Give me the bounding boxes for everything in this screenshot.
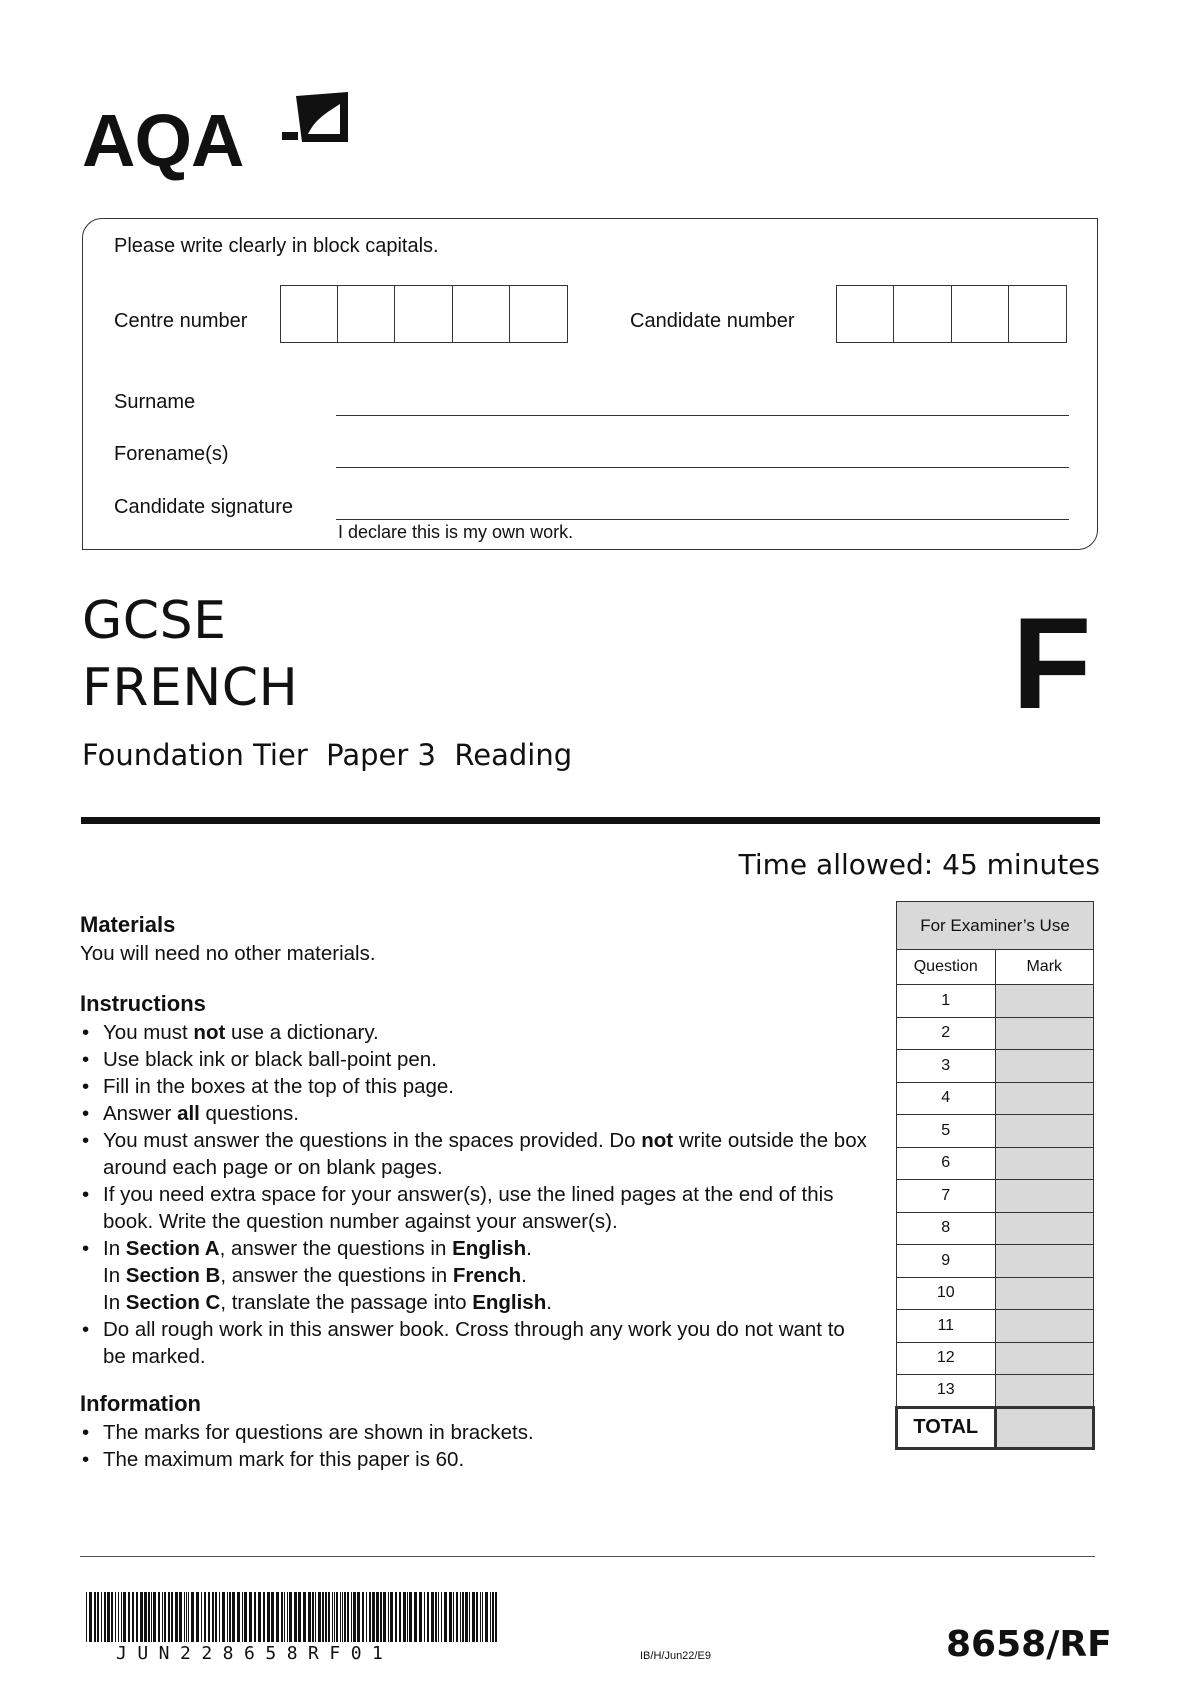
mark-cell [995,1277,1094,1310]
information-item: • The marks for questions are shown in brackets. [82,1421,534,1444]
mark-cell [995,1245,1094,1278]
candidate-number-boxes[interactable] [836,285,1067,343]
mark-cell [995,1082,1094,1115]
subject-title: FRENCH [82,658,299,718]
question-number: 11 [897,1310,996,1343]
instructions-list [80,1019,870,1370]
mark-cell [995,1180,1094,1213]
mark-cell [995,1342,1094,1375]
question-number: 9 [897,1245,996,1278]
question-number: 13 [897,1375,996,1408]
aqa-logo-mark-icon [282,92,350,154]
question-column-header: Question [897,950,996,985]
mark-cell [995,1375,1094,1408]
centre-number-label: Centre number [114,310,248,332]
materials-heading: Materials [80,912,176,937]
instruction-item: • Do all rough work in this answer book. Cross through any work you do not want to be marked. [82,1318,845,1368]
candidate-number-box[interactable] [952,286,1009,342]
title-rule [81,817,1100,824]
instruction-item: • In Section A, answer the questions in English. In Section B, answer the questions in French. In Section C, translate the passage into English. [82,1237,552,1314]
instruction-item: • You must answer the questions in the spaces provided. Do not write outside the box around each page or on blank pages. [82,1129,867,1179]
mark-cell [995,985,1094,1018]
surname-line[interactable] [336,415,1069,416]
information-item: • The maximum mark for this paper is 60. [82,1448,465,1471]
footer-rule [80,1556,1095,1557]
mark-cell [995,1050,1094,1083]
instructions-heading: Instructions [80,991,206,1016]
information-list [80,1419,780,1473]
total-mark-cell [995,1407,1094,1448]
question-number: 4 [897,1082,996,1115]
mark-cell [995,1115,1094,1148]
barcode-text: JUN228658RF01 [116,1643,394,1664]
forename-label: Forename(s) [114,443,229,465]
question-number: 1 [897,985,996,1018]
instruction-item: • Use black ink or black ball-point pen. [82,1048,437,1071]
mark-cell [995,1212,1094,1245]
candidate-number-box[interactable] [1009,286,1066,342]
paper-subtitle: Foundation Tier Paper 3 Reading [82,738,573,772]
instruction-item: • Answer all questions. [82,1102,300,1125]
centre-number-box[interactable] [510,286,567,342]
aqa-logo [82,92,352,187]
examiner-use-table [895,901,1095,1450]
mark-cell [995,1147,1094,1180]
question-number: 3 [897,1050,996,1083]
instruction-item: • You must not use a dictionary. [82,1021,379,1044]
centre-number-box[interactable] [453,286,510,342]
total-label: TOTAL [897,1407,996,1448]
question-number: 12 [897,1342,996,1375]
question-number: 8 [897,1212,996,1245]
qualification-title: GCSE [82,591,227,651]
examiner-table-title: For Examiner’s Use [897,902,1094,950]
time-allowed: Time allowed: 45 minutes [738,848,1100,881]
centre-number-box[interactable] [281,286,338,342]
paper-code: 8658/RF [946,1624,1112,1665]
candidate-number-box[interactable] [837,286,894,342]
question-number: 2 [897,1017,996,1050]
question-number: 7 [897,1180,996,1213]
mark-cell [995,1017,1094,1050]
surname-label: Surname [114,391,196,413]
candidate-number-label: Candidate number [630,310,795,332]
signature-label: Candidate signature [114,496,294,518]
centre-number-box[interactable] [395,286,452,342]
centre-number-boxes[interactable] [280,285,568,343]
forename-line[interactable] [336,467,1069,468]
instruction-item: • Fill in the boxes at the top of this page. [82,1075,454,1098]
question-number: 10 [897,1277,996,1310]
logo-text: AQA [82,99,244,182]
reference-code: IB/H/Jun22/E9 [640,1650,711,1662]
block-capitals-instruction: Please write clearly in block capitals. [114,235,439,257]
question-number: 5 [897,1115,996,1148]
materials-text: You will need no other materials. [80,942,376,965]
instruction-item: • If you need extra space for your answer(s), use the lined pages at the end of this book. Write the question number against your answer(s). [82,1183,834,1233]
tier-letter: F [1012,590,1092,736]
barcode-icon [86,1592,498,1642]
signature-line[interactable] [336,519,1069,520]
mark-column-header: Mark [995,950,1094,985]
information-heading: Information [80,1391,201,1416]
centre-number-box[interactable] [338,286,395,342]
mark-cell [995,1310,1094,1343]
question-number: 6 [897,1147,996,1180]
declaration-text: I declare this is my own work. [338,522,574,542]
candidate-number-box[interactable] [894,286,951,342]
